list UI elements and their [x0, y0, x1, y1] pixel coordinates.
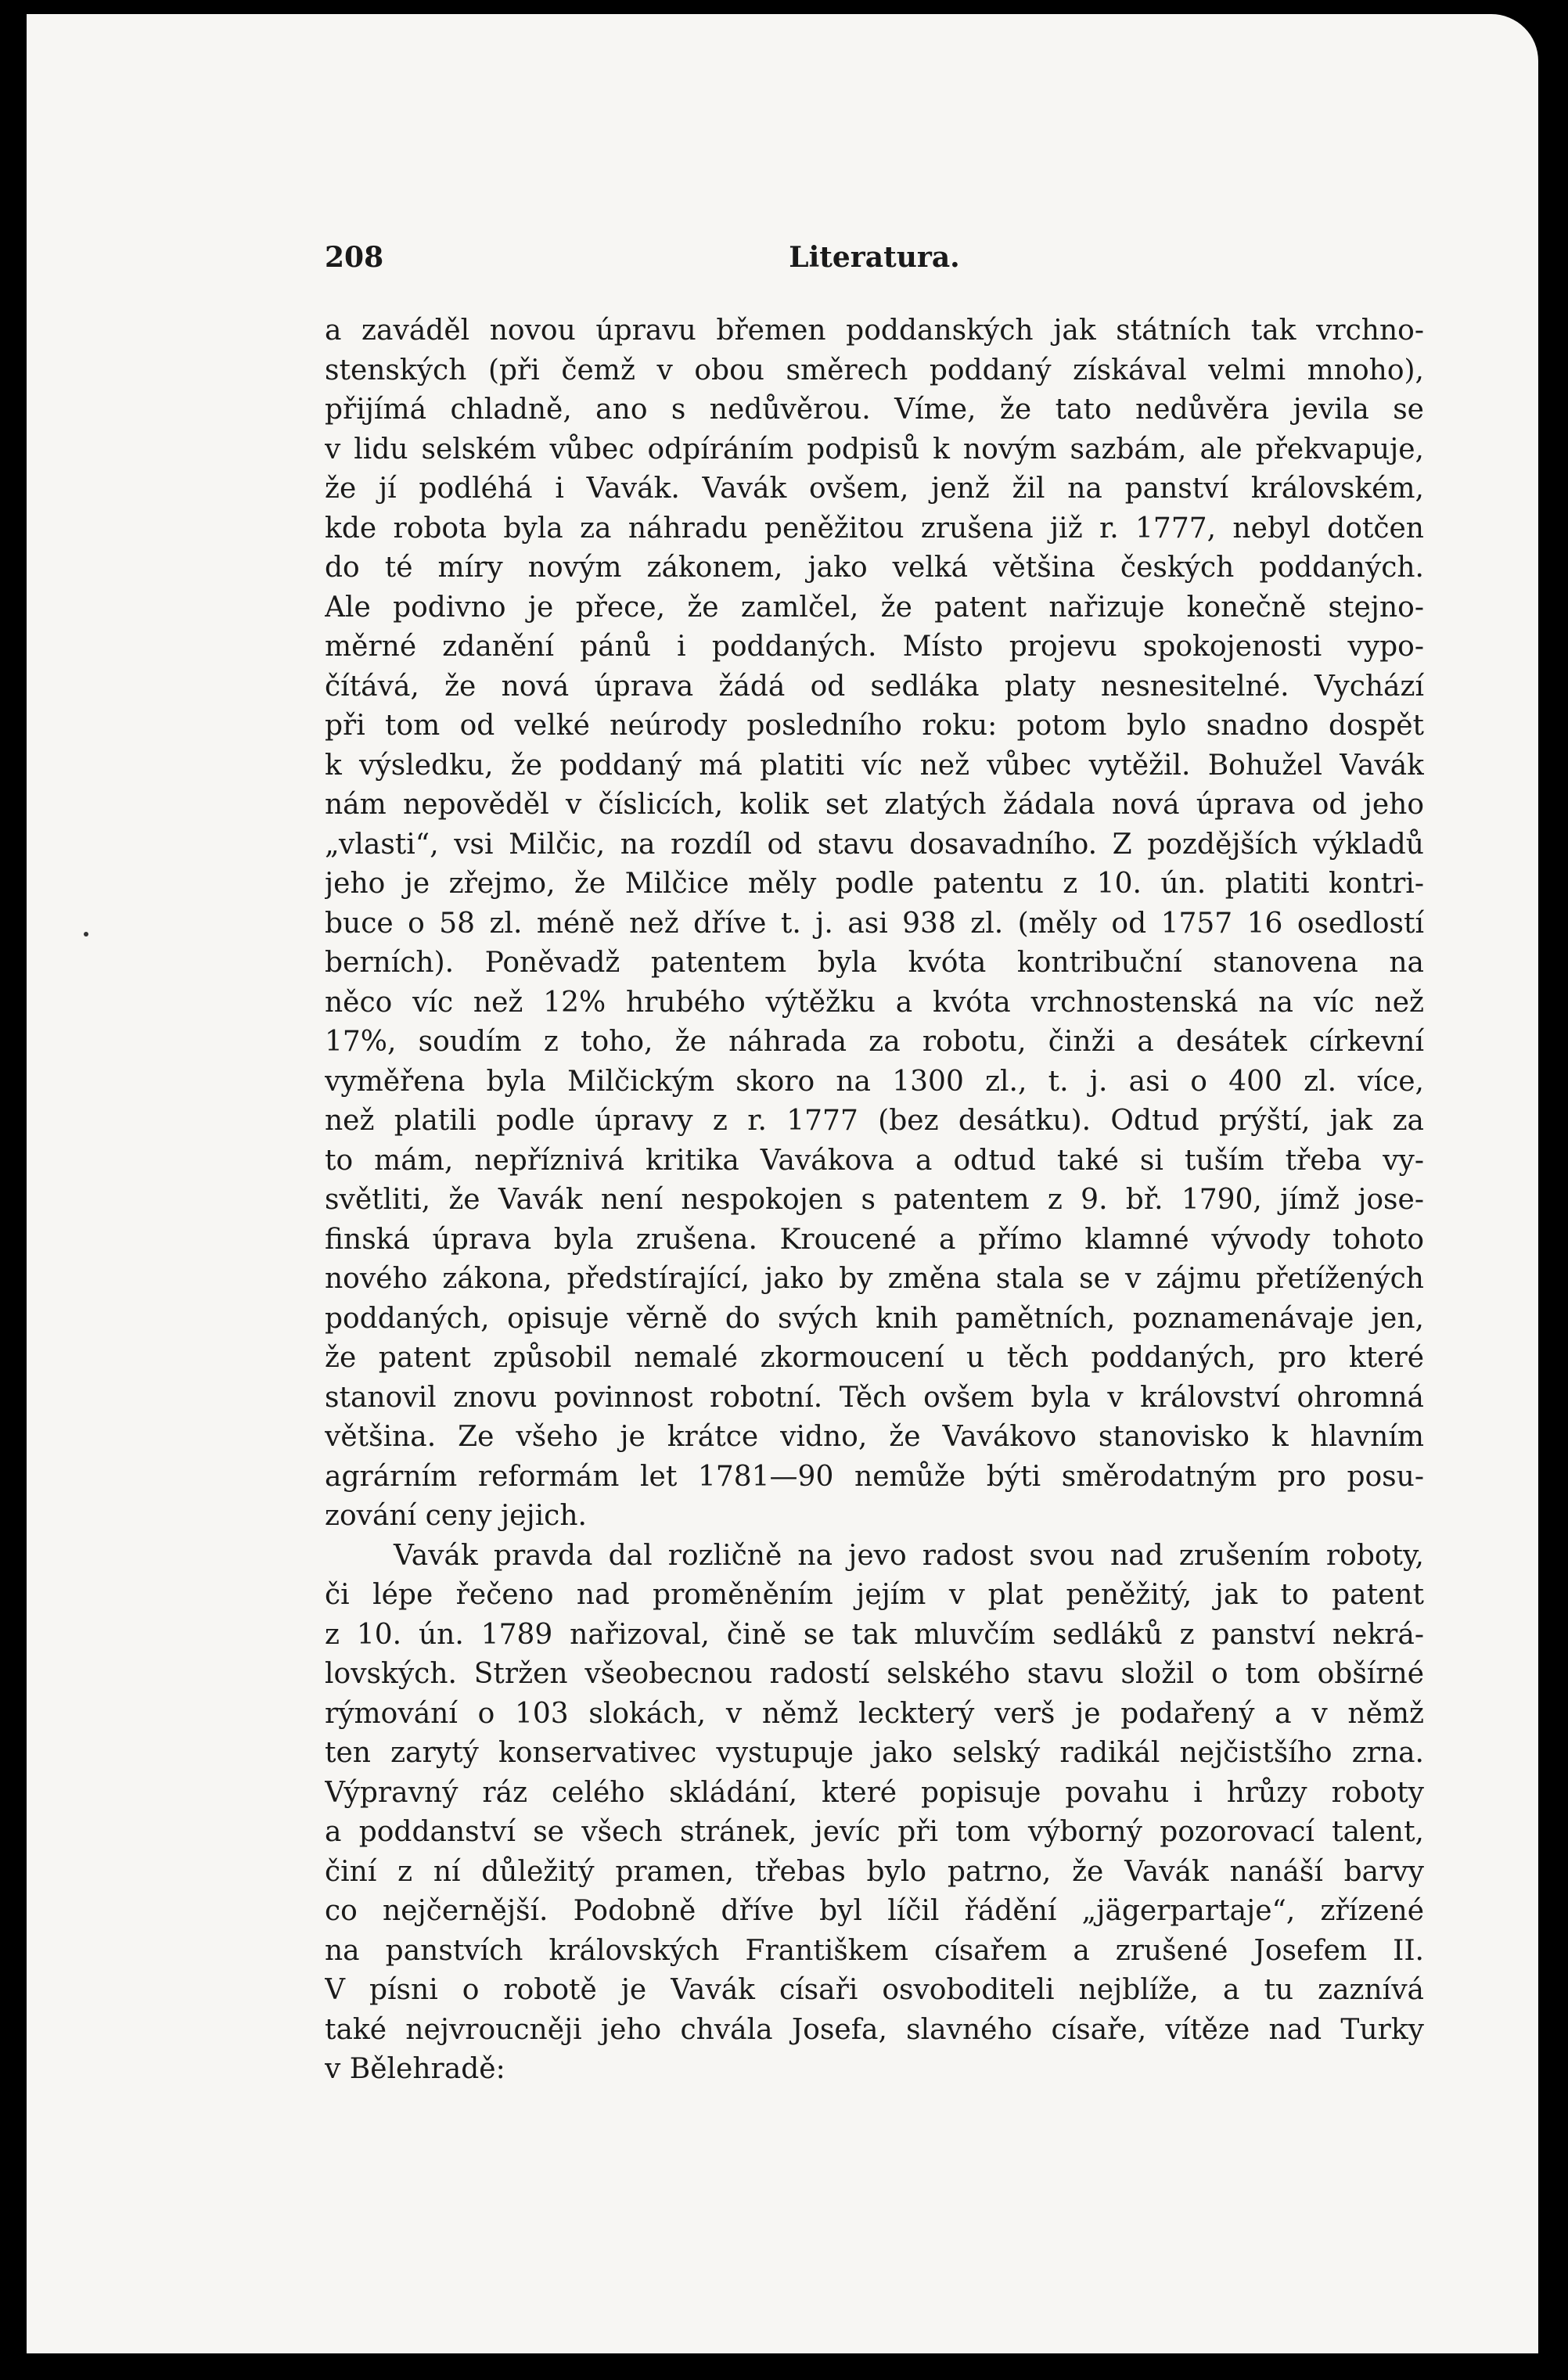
- text-line: buce o 58 zl. méně než dříve t. j. asi 938 zl. (měly od 1757 16 osedlostí: [325, 907, 1424, 940]
- text-line: než platili podle úpravy z r. 1777 (bez desátku). Odtud prýští, jak za: [325, 1105, 1424, 1137]
- text-line: při tom od velké neúrody posledního roku: potom bylo snadno dospět: [325, 710, 1424, 742]
- text-line: činí z ní důležitý pramen, třebas bylo patrno, že Vavák nanáší barvy: [325, 1855, 1424, 1888]
- text-line: stenských (při čemž v obou směrech poddaný získával velmi mnoho),: [325, 354, 1424, 386]
- text-line: agrárním reformám let 1781—90 nemůže býti směrodatným pro posu-: [325, 1460, 1424, 1493]
- page-number: 208: [325, 241, 384, 274]
- text-line: to mám, nepříznivá kritika Vavákova a odtud také si tuším třeba vy-: [325, 1144, 1424, 1177]
- text-line: do té míry novým zákonem, jako velká většina českých poddaných.: [325, 552, 1424, 584]
- text-line: berních). Poněvadž patentem byla kvóta kontribuční stanovena na: [325, 947, 1424, 979]
- text-line: lovských. Stržen všeobecnou radostí selského stavu složil o tom obšírné: [325, 1658, 1424, 1690]
- text-line: vyměřena byla Milčickým skoro na 1300 zl., t. j. asi o 400 zl. více,: [325, 1065, 1424, 1098]
- text-line: finská úprava byla zrušena. Kroucené a přímo klamné vývody tohoto: [325, 1223, 1424, 1256]
- text-line: co nejčernější. Podobně dříve byl líčil řádění „jägerpartaje“, zřízené: [325, 1895, 1424, 1927]
- margin-mark: [84, 932, 88, 937]
- text-line: nového zákona, předstírající, jako by změna stala se v zájmu přetížených: [325, 1263, 1424, 1295]
- text-line: také nejvroucněji jeho chvála Josefa, slavného císaře, vítěze nad Turky: [325, 2013, 1424, 2046]
- text-line: většina. Ze všeho je krátce vidno, že Vavákovo stanovisko k hlavním: [325, 1421, 1424, 1453]
- text-line: poddaných, opisuje věrně do svých knih pamětních, poznamenávaje jen,: [325, 1302, 1424, 1335]
- text-line: Výpravný ráz celého skládání, které popisuje povahu i hrůzy roboty: [325, 1776, 1424, 1809]
- text-line: ten zarytý konservativec vystupuje jako selský radikál nejčistšího zrna.: [325, 1737, 1424, 1769]
- text-line: na panstvích královských Františkem císařem a zrušené Josefem II.: [325, 1934, 1424, 1967]
- text-line: že patent způsobil nemalé zkormoucení u těch poddaných, pro které: [325, 1342, 1424, 1374]
- text-line: nám nepověděl v číslicích, kolik set zlatých žádala nová úprava od jeho: [325, 789, 1424, 821]
- text-line: k výsledku, že poddaný má platiti víc než vůbec vytěžil. Bohužel Vavák: [325, 749, 1424, 782]
- text-line: Vavák pravda dal rozličně na jevo radost svou nad zrušením roboty,: [394, 1539, 1424, 1572]
- text-line: a poddanství se všech stránek, jevíc při tom výborný pozorovací talent,: [325, 1816, 1424, 1848]
- text-line: V písni o robotě je Vavák císaři osvoboditeli nejblíže, a tu zaznívá: [325, 1974, 1424, 2006]
- text-line: jeho je zřejmo, že Milčice měly podle patentu z 10. ún. platiti kontri-: [325, 868, 1424, 900]
- text-line: v Bělehradě:: [325, 2053, 505, 2085]
- text-line: zování ceny jejich.: [325, 1500, 587, 1532]
- text-line: 17%, soudím z toho, že náhrada za robotu, činži a desátek církevní: [325, 1026, 1424, 1058]
- text-line: z 10. ún. 1789 nařizoval, čině se tak mluvčím sedláků z panství nekrá-: [325, 1618, 1424, 1651]
- text-line: kde robota byla za náhradu peněžitou zrušena již r. 1777, nebyl dotčen: [325, 512, 1424, 545]
- text-line: a zaváděl novou úpravu břemen poddanských jak státních tak vrchno-: [325, 315, 1424, 347]
- body-text: [325, 311, 1424, 2090]
- running-head: [325, 241, 1424, 286]
- section-title: Literatura.: [789, 241, 960, 274]
- text-line: rýmování o 103 slokách, v němž leckterý verš je podařený a v němž: [325, 1697, 1424, 1730]
- text-line: světliti, že Vavák není nespokojen s patentem z 9. bř. 1790, jímž jose-: [325, 1184, 1424, 1216]
- paragraph: [325, 1537, 1424, 2090]
- text-line: čítává, že nová úprava žádá od sedláka platy nesnesitelné. Vychází: [325, 670, 1424, 703]
- text-line: „vlasti“, vsi Milčic, na rozdíl od stavu dosavadního. Z pozdějších výkladů: [325, 828, 1424, 861]
- text-line: něco víc než 12% hrubého výtěžku a kvóta vrchnostenská na víc než: [325, 986, 1424, 1019]
- text-line: měrné zdanění pánů i poddaných. Místo projevu spokojenosti vypo-: [325, 631, 1424, 663]
- text-block: [325, 241, 1424, 2090]
- text-line: či lépe řečeno nad proměněním jejím v plat peněžitý, jak to patent: [325, 1579, 1424, 1611]
- text-line: stanovil znovu povinnost robotní. Těch ovšem byla v království ohromná: [325, 1381, 1424, 1414]
- text-line: že jí podléhá i Vavák. Vavák ovšem, jenž žil na panství královském,: [325, 473, 1424, 505]
- text-line: v lidu selském vůbec odpíráním podpisů k novým sazbám, ale překvapuje,: [325, 433, 1424, 466]
- text-line: přijímá chladně, ano s nedůvěrou. Víme, že tato nedůvěra jevila se: [325, 394, 1424, 426]
- text-line: Ale podivno je přece, že zamlčel, že patent nařizuje konečně stejno-: [325, 591, 1424, 624]
- paragraph: [325, 311, 1424, 1537]
